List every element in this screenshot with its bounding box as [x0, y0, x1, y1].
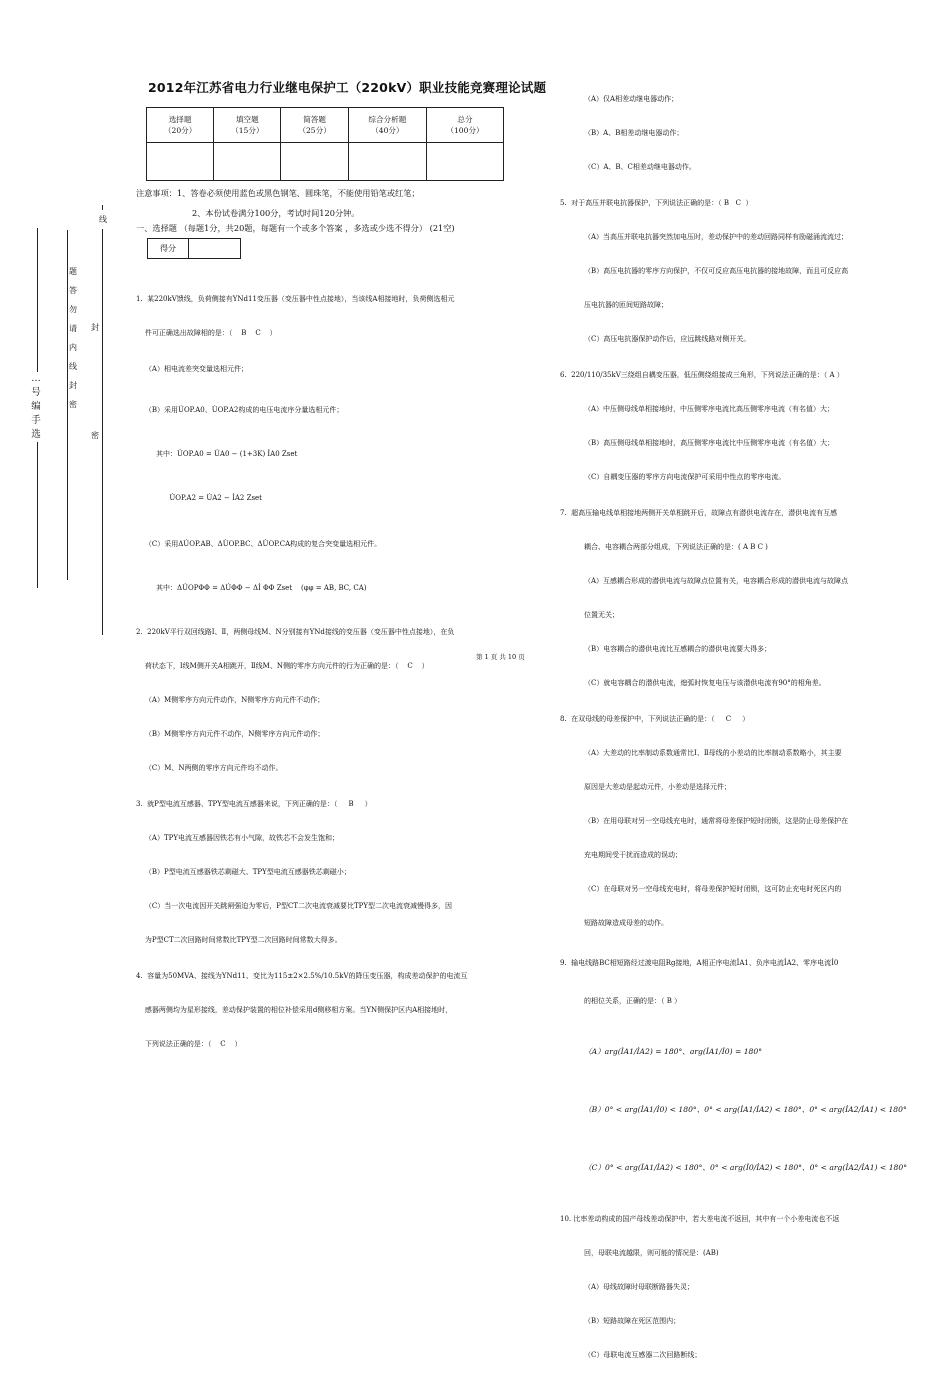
binding-line	[102, 205, 103, 635]
exam-number-char: 编	[31, 401, 41, 412]
notice-char: 线	[69, 362, 77, 371]
q-line: 2. 220kV平行双回线路Ⅰ、Ⅱ，两侧母线M、N分别接有YNd接线的变压器（变压器中性点接地），在负	[136, 628, 455, 636]
score-box-label: 得分	[148, 239, 189, 258]
q-line: 3. 就P型电流互感器、TPY型电流互感器来说，下列正确的是：（ B ）	[136, 800, 372, 808]
q-line: 位置无关；	[584, 611, 619, 619]
q-line: （A）M侧零序方向元件动作，N侧零序方向元件不动作；	[136, 696, 325, 704]
q-line: 4. 容量为50MVA、接线为YNd11、变比为115±2×2.5%/10.5kV的降压变压器，构成差动保护的电流互	[136, 972, 468, 980]
q-line: 下列说法正确的是：（ C ）	[136, 1040, 242, 1048]
q-line: （A）当高压并联电抗器突然加电压时，差动保护中的差动回路同样有励磁涌流流过；	[584, 233, 849, 241]
notice-char: 勿	[69, 305, 77, 314]
q-line: 10. 比率差动构成的国产母线差动保护中，若大差电流不返回，其中有一个小差电流也不返	[560, 1215, 840, 1223]
right-column	[560, 72, 932, 1373]
q-line: 5. 对于高压并联电抗器保护，下列说法正确的是：（ B C ）	[560, 199, 753, 207]
q-line: （C）就电容耦合的潜供电流，熄弧时恢复电压与该潜供电流有90°的相角差。	[584, 679, 826, 687]
score-table	[146, 107, 504, 181]
score-cell[interactable]	[214, 143, 281, 181]
notice-char: 题	[69, 267, 77, 276]
notes-line-2: 2、本份试卷满分100分，考试时间120分钟。	[192, 208, 360, 218]
binding-notice	[67, 262, 79, 414]
q-line: （C）A、B、C相差动继电器动作。	[584, 163, 696, 171]
score-cell[interactable]	[281, 143, 348, 181]
q-line: （B）在用母联对另一空母线充电时，通常将母差保护短时闭锁，这是防止母差保护在	[584, 817, 849, 825]
binding-label-mi: 密	[90, 426, 100, 445]
q-line: 耦合、电容耦合两部分组成，下列说法正确的是：( A B C )	[584, 543, 768, 551]
q-line: 荷状态下，Ⅰ线M侧开关A相跳开，Ⅱ线M、N侧的零序方向元件的行为正确的是：（ C ）	[136, 662, 429, 670]
binding-label-xian: 线	[98, 210, 108, 229]
notice-char: 封	[69, 381, 77, 390]
q9-option-a: （A）arg(İA1/İA2) = 180°、arg(İA1/İ0) = 180°	[584, 1047, 763, 1056]
q-line: 为P型CT二次回路时间常数比TPY型二次回路时间常数大得多。	[136, 936, 342, 944]
q-line: 1. 某220kV馈线，负荷侧接有YNd11变压器（变压器中性点接地），当该线A相接地时，负荷侧选相元	[136, 295, 455, 303]
notes-line-1: 注意事项：1、答卷必须使用蓝色或黑色钢笔、圆珠笔，不能使用铅笔或红笔；	[136, 188, 420, 198]
q-line: （A）母线故障时母联断路器失灵；	[584, 1283, 695, 1291]
q-line: 感器两侧均为星形接线，差动保护装置的相位补偿采用d侧移相方案。当YN侧保护区内A相接地时，	[136, 1006, 453, 1014]
exam-number-char: 号	[31, 387, 41, 398]
q-line: 回，母联电流越限，则可能的情况是：(AB)	[584, 1249, 719, 1257]
page-title: 2012年江苏省电力行业继电保护工（220kV）职业技能竞赛理论试题	[148, 80, 547, 95]
q-line: 其中：U̇OP.A0 = U̇A0 − (1+3K) İA0 Zset	[136, 450, 298, 458]
q-line: 其中：ΔU̇OPΦΦ = ΔU̇ΦΦ − Δİ ΦΦ Zset (φφ = AB, BC, CA)	[136, 584, 367, 592]
score-box	[147, 238, 241, 259]
q-line: （A）TPY电流互感器因铁芯有小气隙，故铁芯不会发生饱和；	[136, 834, 339, 842]
q9-option-b: （B）0° < arg(İA1/İ0) < 180°、0° < arg(İA1/İA2) < 180°、0° < arg(İA2/İA1) < 180°	[584, 1105, 907, 1114]
score-header-total: 总分 （100分）	[427, 108, 504, 143]
binding-label-feng: 封	[90, 318, 100, 337]
q-line: （A）互感耦合形成的潜供电流与故障点位置有关，电容耦合形成的潜供电流与故障点	[584, 577, 849, 585]
q-line: （A）大差动的比率制动系数通常比Ⅰ、Ⅱ母线的小差动的比率制动系数略小，其主要	[584, 749, 842, 757]
q-line: 件可正确选出故障相的是：（ B C ）	[136, 329, 277, 337]
q-line: （C）自耦变压器的零序方向电流保护可采用中性点的零序电流。	[584, 473, 786, 481]
q-line: （B）采用U̇OP.A0、U̇OP.A2构成的电压电流序分量选相元件；	[136, 406, 344, 414]
q-line: （A）仅A相差动继电器动作；	[584, 95, 679, 103]
q-line: （A）中压侧母线单相接地时，中压侧零序电流比高压侧零序电流（有名值）大；	[584, 405, 835, 413]
q-line: （C）母联电流互感器二次回路断线；	[584, 1351, 702, 1359]
q-line: 充电期间受干扰而造成的误动；	[584, 851, 682, 859]
q-line: （C）当一次电流因开关跳闸强迫为零后，P型CT二次电流衰减要比TPY型二次电流衰减慢得多，因	[136, 902, 452, 910]
q-line: （C）高压电抗器保护动作后，应远跳线路对侧开关。	[584, 335, 751, 343]
score-header-analysis: 综合分析题 （40分）	[348, 108, 426, 143]
exam-number-char: …	[31, 373, 41, 384]
q9-option-c: （C）0° < arg(İA1/İA2) < 180°、0° < arg(İ0/İA2) < 180°、0° < arg(İA2/İA1) < 180°	[584, 1163, 907, 1172]
q-line: 短路故障造成母差的动作。	[584, 919, 668, 927]
score-header-choice: 选择题 （20分）	[147, 108, 214, 143]
left-column	[136, 272, 516, 1062]
score-cell[interactable]	[348, 143, 426, 181]
q-line: 9. 输电线路BC相短路经过渡电阻Rg接地，A相正序电流İA1、负序电流İA2、零序电流İ0	[560, 959, 839, 967]
notice-char: 密	[69, 400, 77, 409]
exam-number-char: 手	[31, 415, 41, 426]
q-line: （C）在母联对另一空母线充电时，将母差保护短时闭锁，这可防止充电时死区内的	[584, 885, 842, 893]
notice-char: 内	[69, 343, 77, 352]
q-line: （B）P型电流互感器铁芯剩磁大、TPY型电流互感器铁芯剩磁小；	[136, 868, 351, 876]
exam-number-char: 选	[31, 429, 41, 440]
score-cell[interactable]	[147, 143, 214, 181]
q-line: 7. 超高压输电线单相接地两侧开关单相跳开后，故障点有潜供电流存在，潜供电流有互感	[560, 509, 838, 517]
page-footer: 第 1 页 共 10 页	[476, 653, 525, 661]
q-line: （B）A、B相差动继电器动作；	[584, 129, 684, 137]
score-header-fill: 填空题 （15分）	[214, 108, 281, 143]
q-line: （B）高压侧母线单相接地时，高压侧零序电流比中压侧零序电流（有名值）大；	[584, 439, 835, 447]
q-line: U̇OP.A2 = U̇A2 − İA2 Zset	[136, 494, 262, 502]
score-header-short: 简答题 （25分）	[281, 108, 348, 143]
q-line: （B）M侧零序方向元件不动作，N侧零序方向元件动作；	[136, 730, 325, 738]
q-line: 的相位关系，正确的是：（ B ）	[584, 997, 682, 1005]
q-line: 6. 220/110/35kV三绕组自耦变压器，低压侧绕组接成三角形，下列说法正确的是：（ A ）	[560, 371, 844, 379]
q-line: （B）电容耦合的潜供电流比互感耦合的潜供电流要大得多；	[584, 645, 772, 653]
notice-char: 答	[69, 286, 77, 295]
exam-number-label	[29, 372, 43, 442]
q-line: （C）M、N两侧的零序方向元件均不动作。	[136, 764, 283, 772]
section-heading: 一、选择题 （每题1分，共20题，每题有一个或多个答案 ，多选或少选不得分） (21空)	[136, 223, 455, 233]
q-line: 8. 在双母线的母差保护中，下列说法正确的是：（ C ）	[560, 715, 750, 723]
q-line: （A）相电流差突变量选相元件；	[136, 365, 248, 373]
score-cell[interactable]	[427, 143, 504, 181]
q-line: （C）采用ΔU̇OP.AB、ΔU̇OP.BC、ΔU̇OP.CA构成的复合突变量选相元件。	[136, 540, 382, 548]
q-line: 压电抗器的匝间短路故障；	[584, 301, 668, 309]
q-line: （B）短路故障在死区范围内；	[584, 1317, 681, 1325]
q-line: （B）高压电抗器的零序方向保护，不仅可反应高压电抗器的接地故障，而且可反应高	[584, 267, 849, 275]
notice-char: 请	[69, 324, 77, 333]
q-line: 原因是大差动是起动元件，小差动是选择元件；	[584, 783, 731, 791]
